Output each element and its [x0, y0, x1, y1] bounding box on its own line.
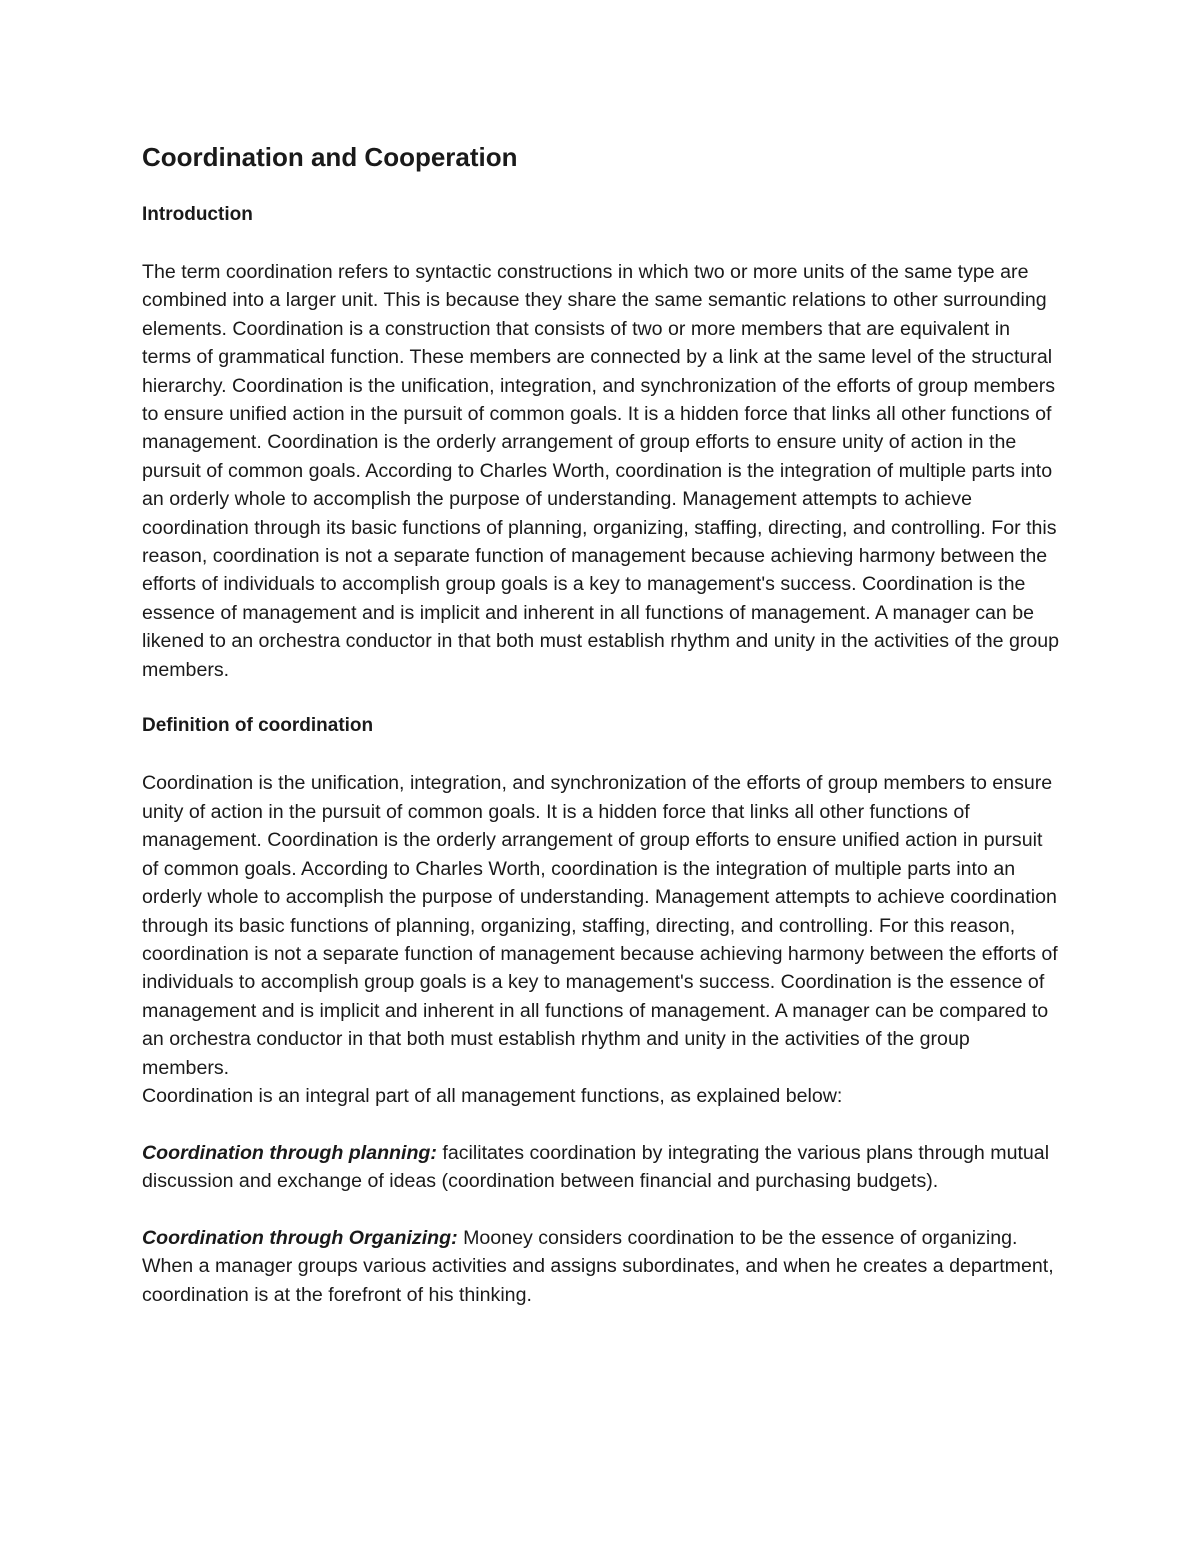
item-organizing [142, 1224, 1062, 1309]
definition-followup: Coordination is an integral part of all management functions, as explained below: [142, 1084, 843, 1107]
item-planning [142, 1139, 1062, 1196]
section-heading-introduction: Introduction [142, 204, 253, 225]
definition-paragraph: Coordination is the unification, integration, and synchronization of the efforts of group members to ensure unity of action in the pursuit of common goals. It is a hidden force that links all other functions of management. Coordination is the orderly arrangement of group efforts to ensure unified action in pursuit of common goals. According to Charles Worth, coordination is the integration of multiple parts into an orderly whole to accomplish the purpose of understanding. Management attempts to achieve coordination through its basic functions of planning, organizing, staffing, directing, and controlling. For this reason, coordination is not a separate function of management because achieving harmony between the efforts of individuals to accomplish group goals is a key to management's success. Coordination is the essence of management and is implicit and inherent in all functions of management. A manager can be compared to an orchestra conductor in that both must establish rhythm and unity in the activities of the group members. [142, 772, 1058, 1079]
section-heading-definition: Definition of coordination [142, 715, 374, 737]
item-planning-text: facilitates coordination by integrating the various plans through mutual discussion and exchange of ideas (coordination between financial and purchasing budgets). [142, 1141, 1050, 1193]
item-organizing-text: Mooney considers coordination to be the essence of organizing. When a manager groups various activities and assigns subordinates, and when he creates a department, coordination is at the forefront of his thinking. [142, 1226, 1054, 1306]
introduction-paragraph: The term coordination refers to syntactic constructions in which two or more units of the same type are combined into a larger unit. This is because they share the same semantic relations to other surrounding elements. Coordination is a construction that consists of two or more members that are equivalent in terms of grammatical function. These members are connected by a link at the same level of the structural hierarchy. Coordination is the unification, integration, and synchronization of the efforts of group members to ensure unified action in the pursuit of common goals. It is a hidden force that links all other functions of management. Coordination is the orderly arrangement of group efforts to ensure unity of action in the pursuit of common goals. According to Charles Worth, coordination is the integration of multiple parts into an orderly whole to accomplish the purpose of understanding. Management attempts to achieve coordination through its basic functions of planning, organizing, staffing, directing, and controlling. For this reason, coordination is not a separate function of management because achieving harmony between the efforts of individuals to accomplish group goals is a key to management's success. Coordination is the essence of management and is implicit and inherent in all functions of management. A manager can be likened to an orchestra conductor in that both must establish rhythm and unity in the activities of the group members. [142, 261, 1060, 681]
document-title: Coordination and Cooperation [142, 142, 518, 172]
document-page [142, 138, 1062, 1309]
item-planning-lead: Coordination through planning: [142, 1141, 437, 1164]
item-organizing-lead: Coordination through Organizing: [142, 1226, 458, 1249]
